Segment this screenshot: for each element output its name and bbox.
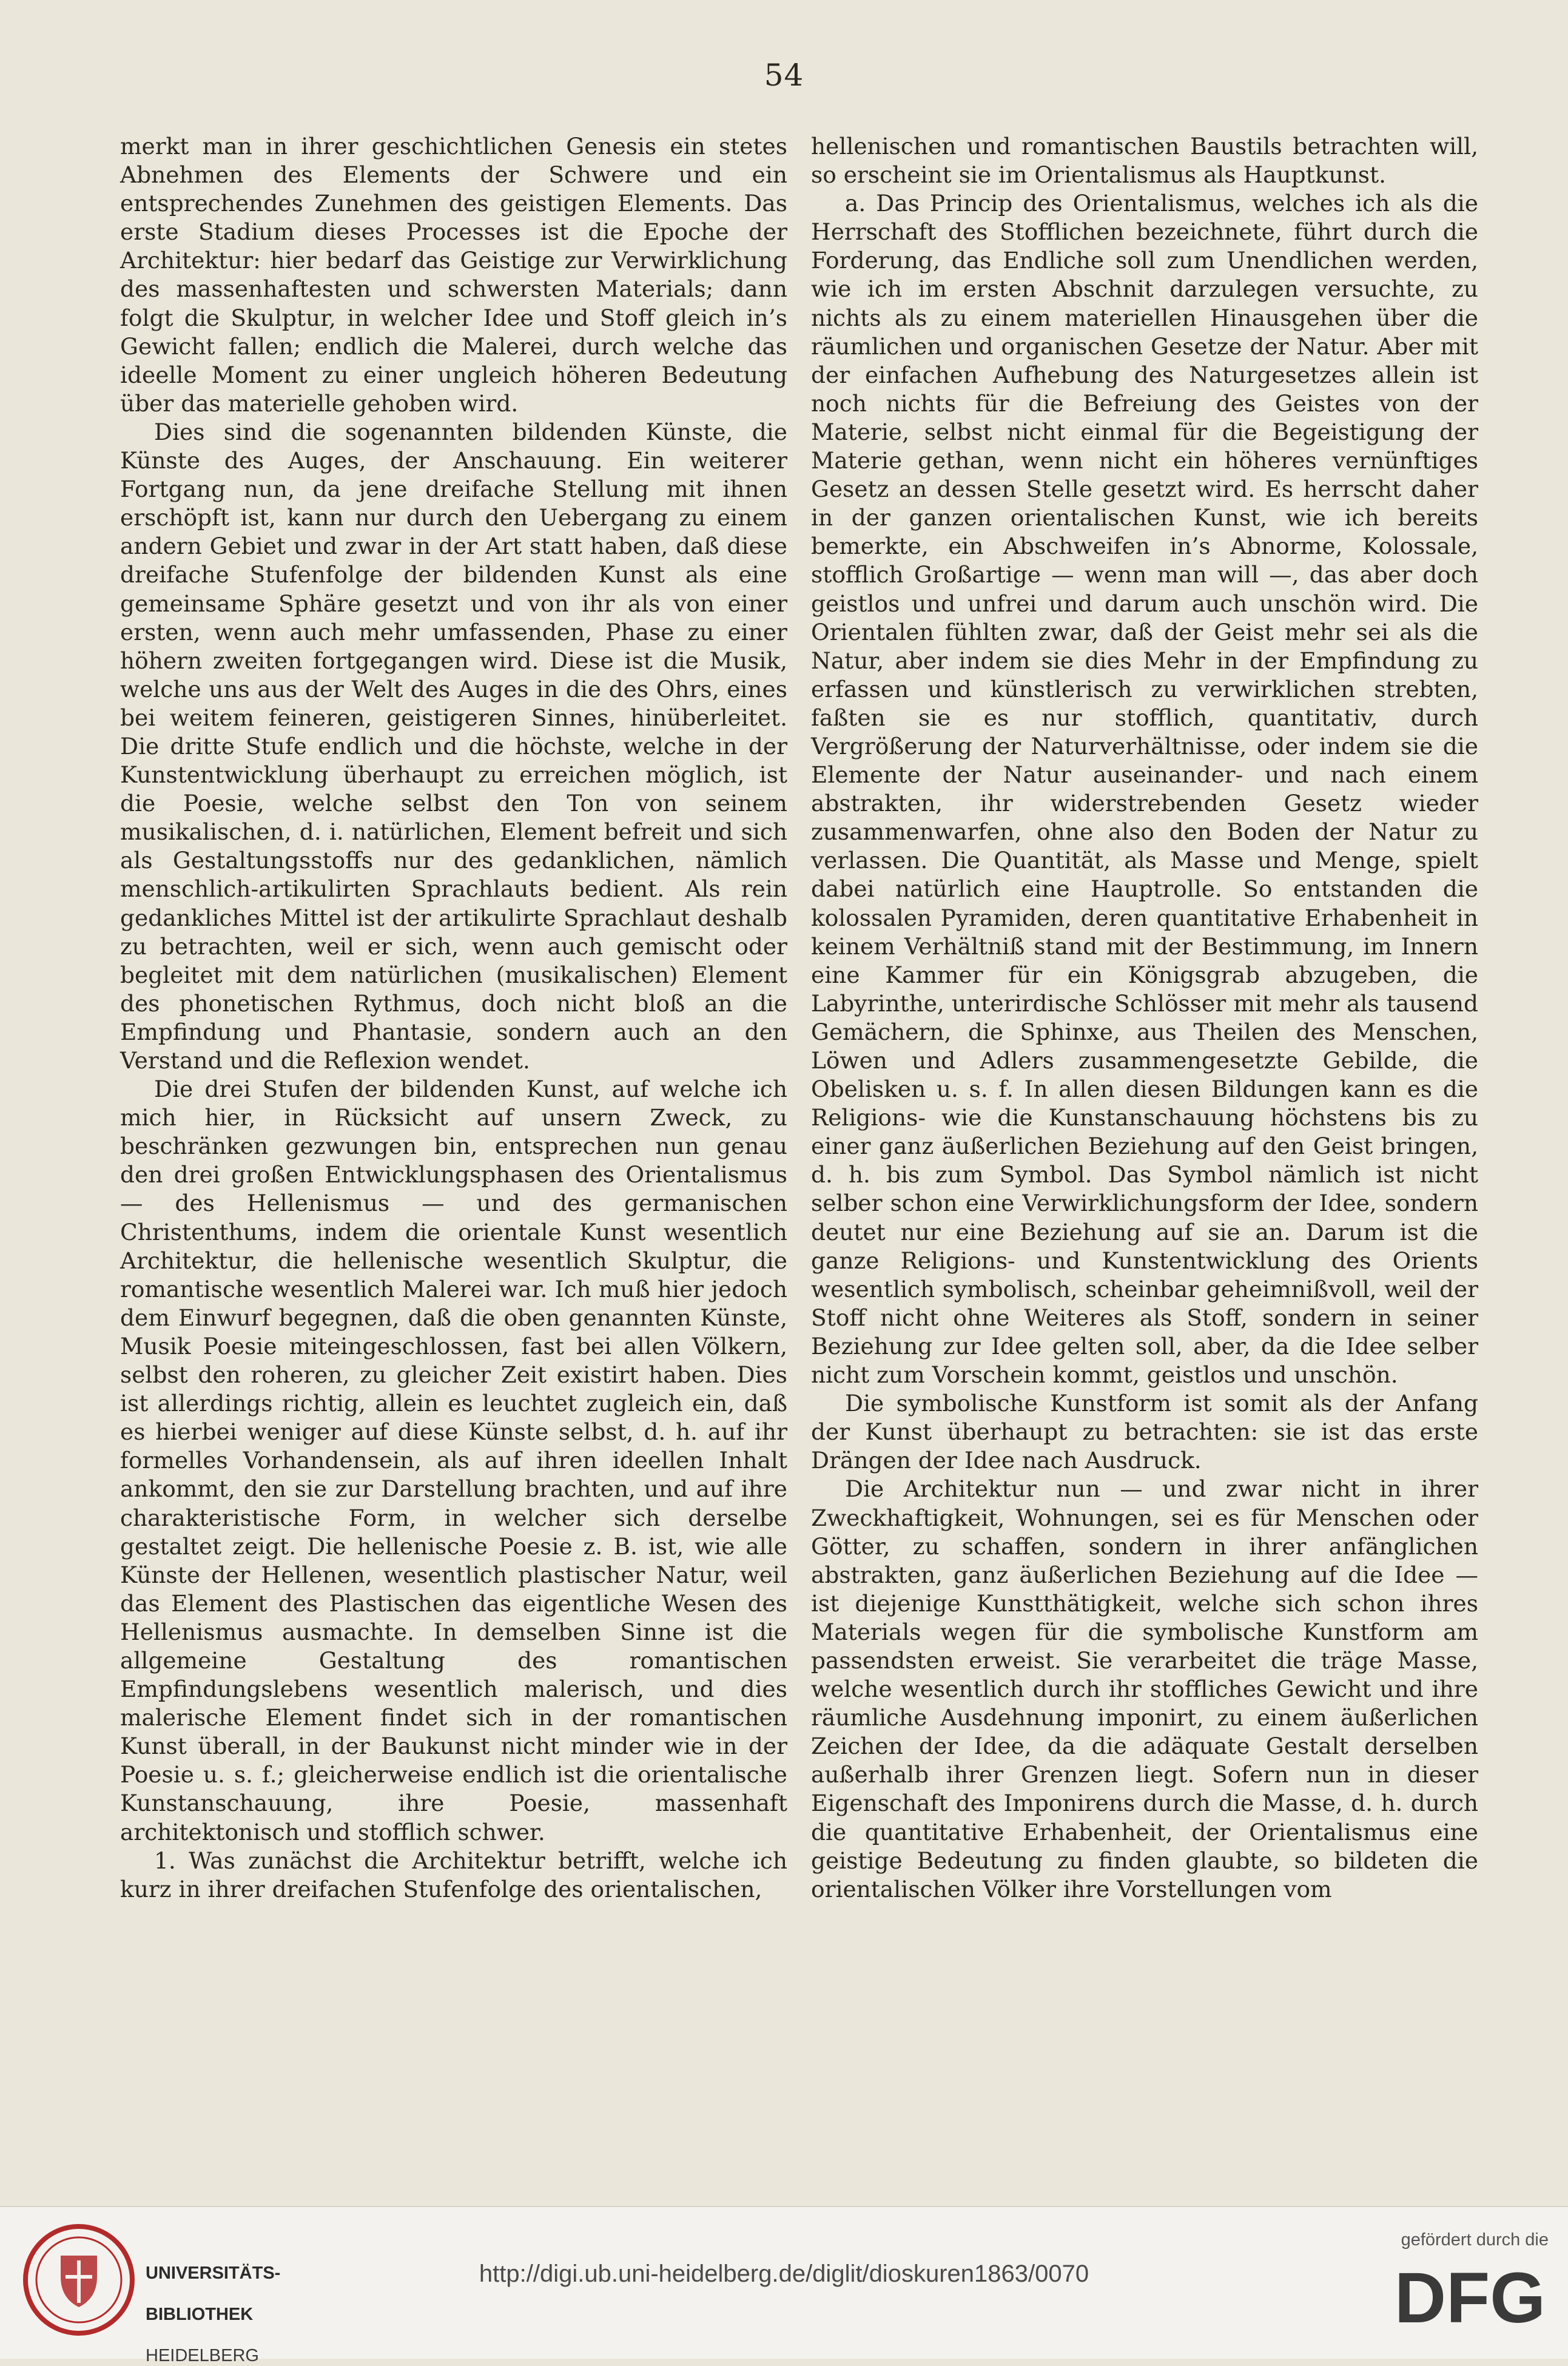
paragraph: hellenischen und romantischen Baustils betrachten will, so erscheint sie im Orientalismus als Hauptkunst. <box>811 133 1478 189</box>
footer-bar <box>0 2206 1568 2365</box>
paragraph: merkt man in ihrer geschichtlichen Genesis ein stetes Abnehmen des Elements der Schwere und ein entsprechendes Zunehmen des geistigen Elements. Das erste Stadium dieses Processes ist die Epoche der Architektur: hier bedarf das Geistige zur Verwirklichung des massenhaftesten und schwersten Materials; dann folgt die Skulptur, in welcher Idee und Stoff gleich in’s Gewicht fallen; endlich die Malerei, durch welche das ideelle Moment zu einer ungleich höheren Bedeutung über das materielle gehoben wird. <box>120 133 787 417</box>
library-name-line: HEIDELBERG <box>146 2346 259 2365</box>
library-name-line: UNIVERSITÄTS- <box>146 2263 281 2283</box>
library-name-line: BIBLIOTHEK <box>146 2305 254 2324</box>
dfg-logo-text: DFG <box>1394 2263 1546 2330</box>
paragraph: Die drei Stufen der bildenden Kunst, auf welche ich mich hier, in Rücksicht auf unsern Zweck, zu beschränken gezwungen bin, entsprechen nun genau den drei großen Entwicklungsphasen des Orientalismus — des Hellenismus — und des germanischen Christenthums, indem die orientale Kunst wesentlich Architektur, die hellenische wesentlich Skulptur, die romantische wesentlich Malerei war. Ich muß hier jedoch dem Einwurf begegnen, daß die oben genannten Künste, Musik Poesie miteingeschlossen, fast bei allen Völkern, selbst den roheren, zu gleicher Zeit existirt haben. Dies ist allerdings richtig, allein es leuchtet zugleich ein, daß es hierbei weniger auf diese Künste selbst, d. h. auf ihr formelles Vorhandensein, als auf ihren ideellen Inhalt ankommt, den sie zur Darstellung brachten, und auf ihre charakteristische Form, in welcher sich derselbe gestaltet zeigt. Die hellenische Poesie z. B. ist, wie alle Künste der Hellenen, wesentlich plastischer Natur, weil das Element des Plastischen das eigentliche Wesen des Hellenismus ausmachte. In demselben Sinne ist die allgemeine Gestaltung des romantischen Empfindungslebens wesentlich malerisch, und dies malerische Element findet sich in der romantischen Kunst überall, in der Baukunst nicht minder wie in der Poesie u. s. f.; gleicherweise endlich ist die orientalische Kunstanschauung, ihre Poesie, massenhaft architektonisch und stofflich schwer. <box>120 1076 787 1845</box>
paragraph: 1. Was zunächst die Architektur betrifft, welche ich kurz in ihrer dreifachen Stufenfolge des orientalischen, <box>120 1847 787 1903</box>
paragraph: Dies sind die sogenannten bildenden Künste, die Künste des Auges, der Anschauung. Ein weiterer Fortgang nun, da jene dreifache Stellung mit ihnen erschöpft ist, kann nur durch den Uebergang zu einem andern Gebiet und zwar in der Art statt haben, daß diese dreifache Stufenfolge der bildenden Kunst als eine gemeinsame Sphäre gesetzt und von ihr als von einer ersten, wenn auch mehr umfassenden, Phase zu einer höhern zweiten fortgegangen wird. Diese ist die Musik, welche uns aus der Welt des Auges in die des Ohrs, eines bei weitem feineren, geistigeren Sinnes, hinüberleitet. Die dritte Stufe endlich und die höchste, welche in der Kunstentwicklung überhaupt zu erreichen möglich, ist die Poesie, welche selbst den Ton von seinem musikalischen, d. i. natürlichen, Element befreit und sich als Gestaltungsstoffs nur des gedanklichen, nämlich menschlich-artikulirten Sprachlauts bedient. Als rein gedankliches Mittel ist der artikulirte Sprachlaut deshalb zu betrachten, weil er sich, wenn auch gemischt oder begleitet mit dem natürlichen (musikalischen) Element des phonetischen Rythmus, doch nicht bloß an die Empfindung und Phantasie, sondern auch an den Verstand und die Reflexion wendet. <box>120 418 787 1074</box>
paragraph: Die Architektur nun — und zwar nicht in ihrer Zweckhaftigkeit, Wohnungen, sei es für Menschen oder Götter, zu schaffen, sondern in ihrer anfänglichen abstrakten, ganz äußerlichen Beziehung auf die Idee — ist diejenige Kunstthätigkeit, welche sich schon ihres Materials wegen für die symbolische Kunstform am passendsten erweist. Sie verarbeitet die träge Masse, welche wesentlich durch ihr stoffliches Gewicht und ihre räumliche Ausdehnung imponirt, zu einem äußerlichen Zeichen der Idee, da die adäquate Gestalt derselben außerhalb ihrer Grenzen liegt. Sofern nun in dieser Eigenschaft des Imponirens durch die Masse, d. h. durch die quantitative Erhabenheit, der Orientalismus eine geistige Bedeutung zu finden glaubte, so bildeten die orientalischen Völker ihre Vorstellungen vom <box>811 1475 1478 1903</box>
text-column-left <box>120 132 787 1904</box>
dfg-logo-icon <box>1348 2263 1549 2330</box>
paragraph: Die symbolische Kunstform ist somit als der Anfang der Kunst überhaupt zu betrachten: sie ist das erste Drängen der Idee nach Ausdruck. <box>811 1390 1478 1474</box>
paragraph: a. Das Princip des Orientalismus, welches ich als die Herrschaft des Stofflichen bezeichnete, führt durch die Forderung, das Endliche soll zum Unendlichen werden, wie ich im ersten Abschnit darzulegen versuchte, zu nichts als zu einem materiellen Hinausgehen über die räumlichen und organischen Gesetze der Natur. Aber mit der einfachen Aufhebung des Naturgesetzes allein ist noch nichts für die Befreiung des Geistes von der Materie, selbst nicht einmal für die Begeistigung der Materie gethan, wenn nicht ein höheres vernünftiges Gesetz an dessen Stelle gesetzt wird. Es herrscht daher in der ganzen orientalischen Kunst, wie ich bereits bemerkte, ein Abschweifen in’s Abnorme, Kolossale, stofflich Großartige — wenn man will —, das aber doch geistlos und unfrei und darum auch unschön wird. Die Orientalen fühlten zwar, daß der Geist mehr sei als die Natur, aber indem sie dies Mehr in der Empfindung zu erfassen und künstlerisch zu verwirklichen strebten, faßten sie es nur stofflich, quantitativ, durch Vergrößerung der Naturverhältnisse, oder indem sie die Elemente der Natur auseinander- und nach einem abstrakten, ihr widerstrebenden Gesetz wieder zusammenwarfen, ohne also den Boden der Natur zu verlassen. Die Quantität, als Masse und Menge, spielt dabei natürlich eine Hauptrolle. So entstanden die kolossalen Pyramiden, deren quantitative Erhabenheit in keinem Verhältniß stand mit der Bestimmung, im Innern eine Kammer für ein Königsgrab abzugeben, die Labyrinthe, unterirdische Schlösser mit mehr als tausend Gemächern, die Sphinxe, aus Theilen des Menschen, Löwen und Adlers zusammengesetzte Gebilde, die Obelisken u. s. f. In allen diesen Bildungen kann es die Religions- wie die Kunstanschauung höchstens bis zu einer ganz äußerlichen Beziehung auf den Geist bringen, d. h. bis zum Symbol. Das Symbol nämlich ist nicht selber schon eine Verwirklichungsform der Idee, sondern deutet nur eine Beziehung auf sie an. Darum ist die ganze Religions- und Kunstentwicklung des Orients wesentlich symbolisch, scheinbar geheimnißvoll, weil der Stoff nicht ohne Weiteres als Stoff, sondern in seiner Beziehung zur Idee gelten soll, aber, da die Idee selber nicht zum Vorschein kommt, geistlos und unschön. <box>811 190 1478 1389</box>
page-number: 54 <box>764 58 804 93</box>
source-url-link[interactable]: http://digi.ub.uni-heidelberg.de/diglit/dioskuren1863/0070 <box>479 2260 1089 2287</box>
text-column-right <box>811 132 1478 1904</box>
funding-note: gefördert durch die <box>1401 2230 1549 2250</box>
